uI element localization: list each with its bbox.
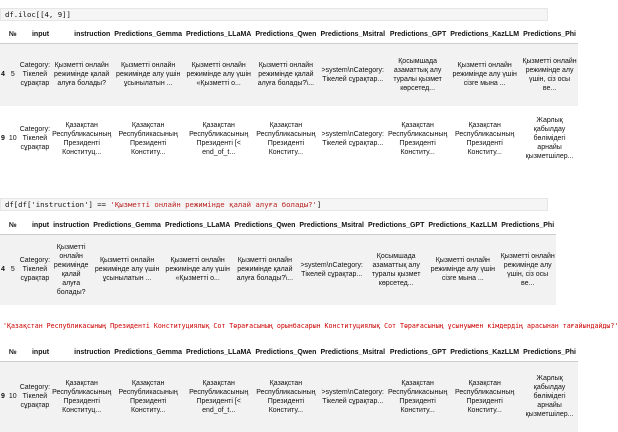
table-cell-phi: Жарлық қабылдау бөлімідегі арнайы қызметшілер... (521, 362, 578, 432)
column-header: Predictions_Phi (523, 348, 576, 356)
column-header: instruction (53, 221, 90, 229)
table-cell-instruction: Қызметті онлайн режимінде қалай алуға болады? (51, 44, 112, 106)
column-header: Predictions_LLaMA (164, 221, 231, 229)
table-row (0, 44, 578, 106)
table-cell-instruction: Қызметті онлайн режимінде қалай алуға болады? (51, 235, 91, 305)
table-cell-qwen: Қазақстан Республикасының Президенті Конститу... (256, 121, 316, 156)
table-cell-phi: Қызметті онлайн режимінде алу үшін, сіз осы ве... (499, 235, 556, 305)
table-cell-qwen: Қызметті онлайн режимінде қалай алуға болады?\... (232, 235, 297, 305)
column-header: Predictions_Qwen (234, 221, 296, 229)
column-header: № (8, 348, 17, 356)
table-cell-gpt: Қазақстан Республикасының Президенті Конститу... (388, 121, 448, 156)
code-suffix: ] (316, 200, 322, 209)
column-header: Predictions_GPT (389, 348, 447, 356)
table-cell-msitral: >system\nCategory: Тікелей сұрақтар... (321, 130, 384, 147)
dataframe-output-1 (0, 25, 578, 172)
column-header: input (31, 221, 50, 229)
column-header: № (8, 30, 17, 38)
table-cell-kazllm: Қызметті онлайн режимінде алу үшін сізге мына ... (448, 44, 521, 106)
code-text: df.iloc[[4, 9]] (5, 10, 71, 19)
table-cell-no: 10 (7, 362, 19, 432)
index-header (0, 343, 7, 362)
table-row (0, 106, 578, 172)
table-cell-llama: Қызметті онлайн режимінде алу үшін «Қызметті о... (184, 44, 253, 106)
table-cell-msitral: >system\nCategory: Тікелей сұрақтар... (297, 235, 366, 305)
index-header (0, 216, 7, 235)
column-header: Predictions_Qwen (255, 30, 317, 38)
column-header: Predictions_Msitral (299, 221, 364, 229)
column-header: Predictions_Msitral (320, 348, 386, 356)
column-header: Predictions_GPT (389, 30, 447, 38)
column-header: Predictions_Msitral (320, 30, 386, 38)
table-cell-qwen: Қазақстан Республикасының Президенті Конститу... (253, 362, 318, 432)
table-row (0, 362, 578, 432)
table-cell-kazllm: Қазақстан Республикасының Президенті Конститу... (448, 362, 521, 432)
column-header: Predictions_Gemma (114, 348, 182, 356)
column-header: input (31, 348, 50, 356)
table-cell-kazllm: Қызметті онлайн режимінде алу үшін сізге мына ... (426, 235, 499, 305)
table-cell-kazllm: Қазақстан Республикасының Президенті Конститу... (455, 121, 515, 156)
table-cell-no: 10 (8, 135, 17, 142)
row-index: 9 (0, 362, 7, 432)
column-header: № (8, 221, 17, 229)
table-cell-no: 5 (7, 235, 19, 305)
table-cell-gpt: Қосымшада азаматтық алу туралы қызмет көрсетед... (387, 44, 448, 106)
column-header: Predictions_LLaMA (186, 348, 252, 356)
column-header: Predictions_Phi (501, 221, 555, 229)
dataframe-output-2 (0, 216, 556, 305)
column-header: input (31, 30, 50, 38)
table-cell-phi: Қызметті онлайн режимінде алу үшін, сіз осы ве... (521, 44, 578, 106)
table-cell-gpt: Қосымшада азаматтық алу туралы қызмет көрсетед... (366, 235, 426, 305)
column-header: Predictions_Gemma (93, 221, 161, 229)
row-index: 4 (0, 44, 7, 106)
column-header: Predictions_KazLLM (450, 30, 520, 38)
table-cell-phi: Жарлық қабылдау бөлімідегі арнайы қызметшілер... (525, 117, 574, 160)
index-header (0, 25, 7, 44)
table-cell-msitral: >system\nCategory: Тікелей сұрақтар... (318, 362, 387, 432)
dataframe-output-3 (0, 343, 578, 432)
code-string: 'Қызметті онлайн режимінде қалай алуға болады?' (110, 200, 317, 209)
column-header: instruction (74, 30, 111, 38)
column-header: Predictions_Phi (523, 30, 576, 38)
column-header: Predictions_LLaMA (186, 30, 252, 38)
table-cell-gemma: Қазақстан Республикасының Президенті Конститу... (112, 362, 184, 432)
row-index: 4 (0, 235, 7, 305)
table-cell-input: Category: Тікелей сұрақтар (19, 235, 51, 305)
column-header: Predictions_GPT (367, 221, 425, 229)
string-output: 'Қазақстан Республикасының Президенті Конституциялық Сот Төрағасының орынбасарын Конституциялық Сот Төрағасының ұсынуымен кімдердің арасынан тағайындайды?' (3, 322, 618, 330)
table-cell-qwen: Қызметті онлайн режимінде қалай алуға болады?\... (253, 44, 318, 106)
table-cell-gemma: Қызметті онлайн режимінде алу үшін ұсынылатын ... (91, 235, 163, 305)
table-cell-gemma: Қызметті онлайн режимінде алу үшін ұсынылатын ... (112, 44, 184, 106)
table-cell-instruction: Қазақстан Республикасының Президенті Конституц... (51, 362, 112, 432)
code-prefix: df[df['instruction'] == (5, 200, 111, 209)
table-cell-instruction: Қазақстан Республикасының Президенті Конституц... (52, 121, 112, 156)
column-header: Predictions_Gemma (114, 30, 182, 38)
table-cell-input: Category: Тікелей сұрақтар (19, 362, 51, 432)
table-cell-gemma: Қазақстан Республикасының Президенті Конститу... (118, 121, 178, 156)
table-cell-llama: Қазақстан Республикасының Президенті [< end_of_t... (189, 121, 249, 156)
code-cell-iloc[interactable] (0, 8, 548, 21)
table-cell-gpt: Қазақстан Республикасының Президенті Конститу... (387, 362, 448, 432)
table-cell-input: Category: Тікелей сұрақтар (19, 44, 51, 106)
table-cell-input: Category: Тікелей сұрақтар (19, 126, 51, 151)
table-cell-llama: Қызметті онлайн режимінде алу үшін «Қызметті о... (163, 235, 232, 305)
table-cell-no: 5 (7, 44, 19, 106)
column-header: instruction (74, 348, 111, 356)
row-index: 9 (1, 135, 5, 142)
code-cell-filter[interactable] (0, 198, 548, 211)
column-header: Predictions_KazLLM (450, 348, 520, 356)
column-header: Predictions_Qwen (255, 348, 317, 356)
table-cell-llama: Қазақстан Республикасының Президенті [< end_of_t... (184, 362, 253, 432)
table-cell-msitral: >system\nCategory: Тікелей сұрақтар... (318, 44, 387, 106)
table-row (0, 235, 556, 305)
column-header: Predictions_KazLLM (428, 221, 498, 229)
